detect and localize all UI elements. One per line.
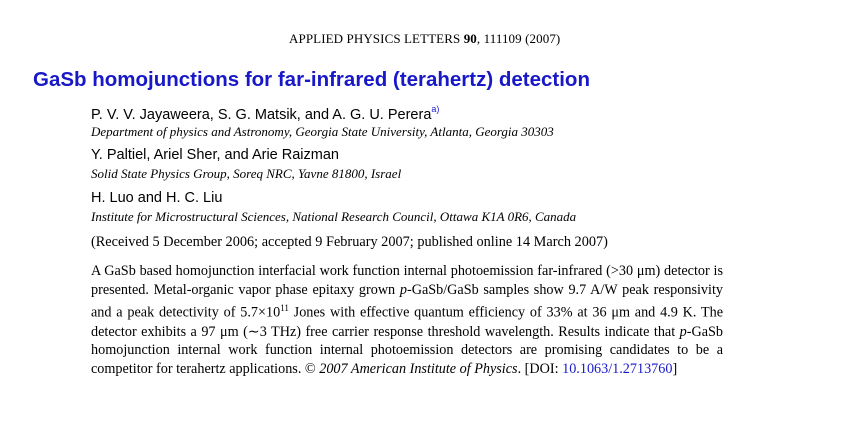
abstract-text: . [DOI: xyxy=(517,360,563,377)
doi-link[interactable]: 10.1063/1.2713760 xyxy=(562,360,673,377)
authors-3: H. Luo and H. C. Liu xyxy=(91,190,223,206)
affiliation-1: Department of physics and Astronomy, Georgia State University, Atlanta, Georgia 30303 xyxy=(91,124,554,139)
affiliation-3: Institute for Microstructural Sciences, National Research Council, Ottawa K1A 0R6, Canada xyxy=(91,209,577,224)
journal-header xyxy=(289,31,560,47)
journal-volume: 90 xyxy=(463,31,477,46)
abstract-text: -GaSb homojunction internal work function internal photoemission detectors are promising candidates to be a competitor for terahertz applications. © xyxy=(91,323,723,377)
abstract-text: Jones with effective quantum efficiency of 33% at 36 μm and 4.9 K. The detector exhibits a 97 μm (∼3 THz) free carrier response threshold wavelength. Results indicate that xyxy=(91,304,724,340)
abstract-italic: p xyxy=(679,323,687,340)
paper-title: GaSb homojunctions for far-infrared (terahertz) detection xyxy=(33,68,590,91)
author-group-1 xyxy=(91,104,439,123)
copyright-notice: 2007 American Institute of Physics xyxy=(319,360,518,377)
authors-1: P. V. V. Jayaweera, S. G. Matsik, and A. G. U. Perera xyxy=(91,107,432,123)
abstract xyxy=(91,262,723,378)
received-dates: (Received 5 December 2006; accepted 9 February 2007; published online 14 March 2007) xyxy=(91,234,608,250)
abstract-text: ] xyxy=(672,360,678,377)
authors-2: Y. Paltiel, Ariel Sher, and Arie Raizman xyxy=(91,147,339,163)
abstract-italic: p xyxy=(399,281,407,298)
author-footnote-link[interactable]: a) xyxy=(431,104,440,114)
abstract-text: -GaSb/GaSb samples show 9.7 A/W peak responsivity and a peak detectivity of 5.7×10 xyxy=(91,281,723,321)
affiliation-2: Solid State Physics Group, Soreq NRC, Yavne 81800, Israel xyxy=(91,166,402,181)
journal-pages-year: , 111109 (2007) xyxy=(476,31,561,46)
journal-name: APPLIED PHYSICS LETTERS xyxy=(289,31,461,46)
abstract-text: A GaSb based homojunction interfacial work function internal photoemission far-infrared (>30 μm) detector is presented. Metal-organic vapor phase epitaxy grown xyxy=(91,263,723,298)
abstract-exponent: 11 xyxy=(280,303,289,314)
